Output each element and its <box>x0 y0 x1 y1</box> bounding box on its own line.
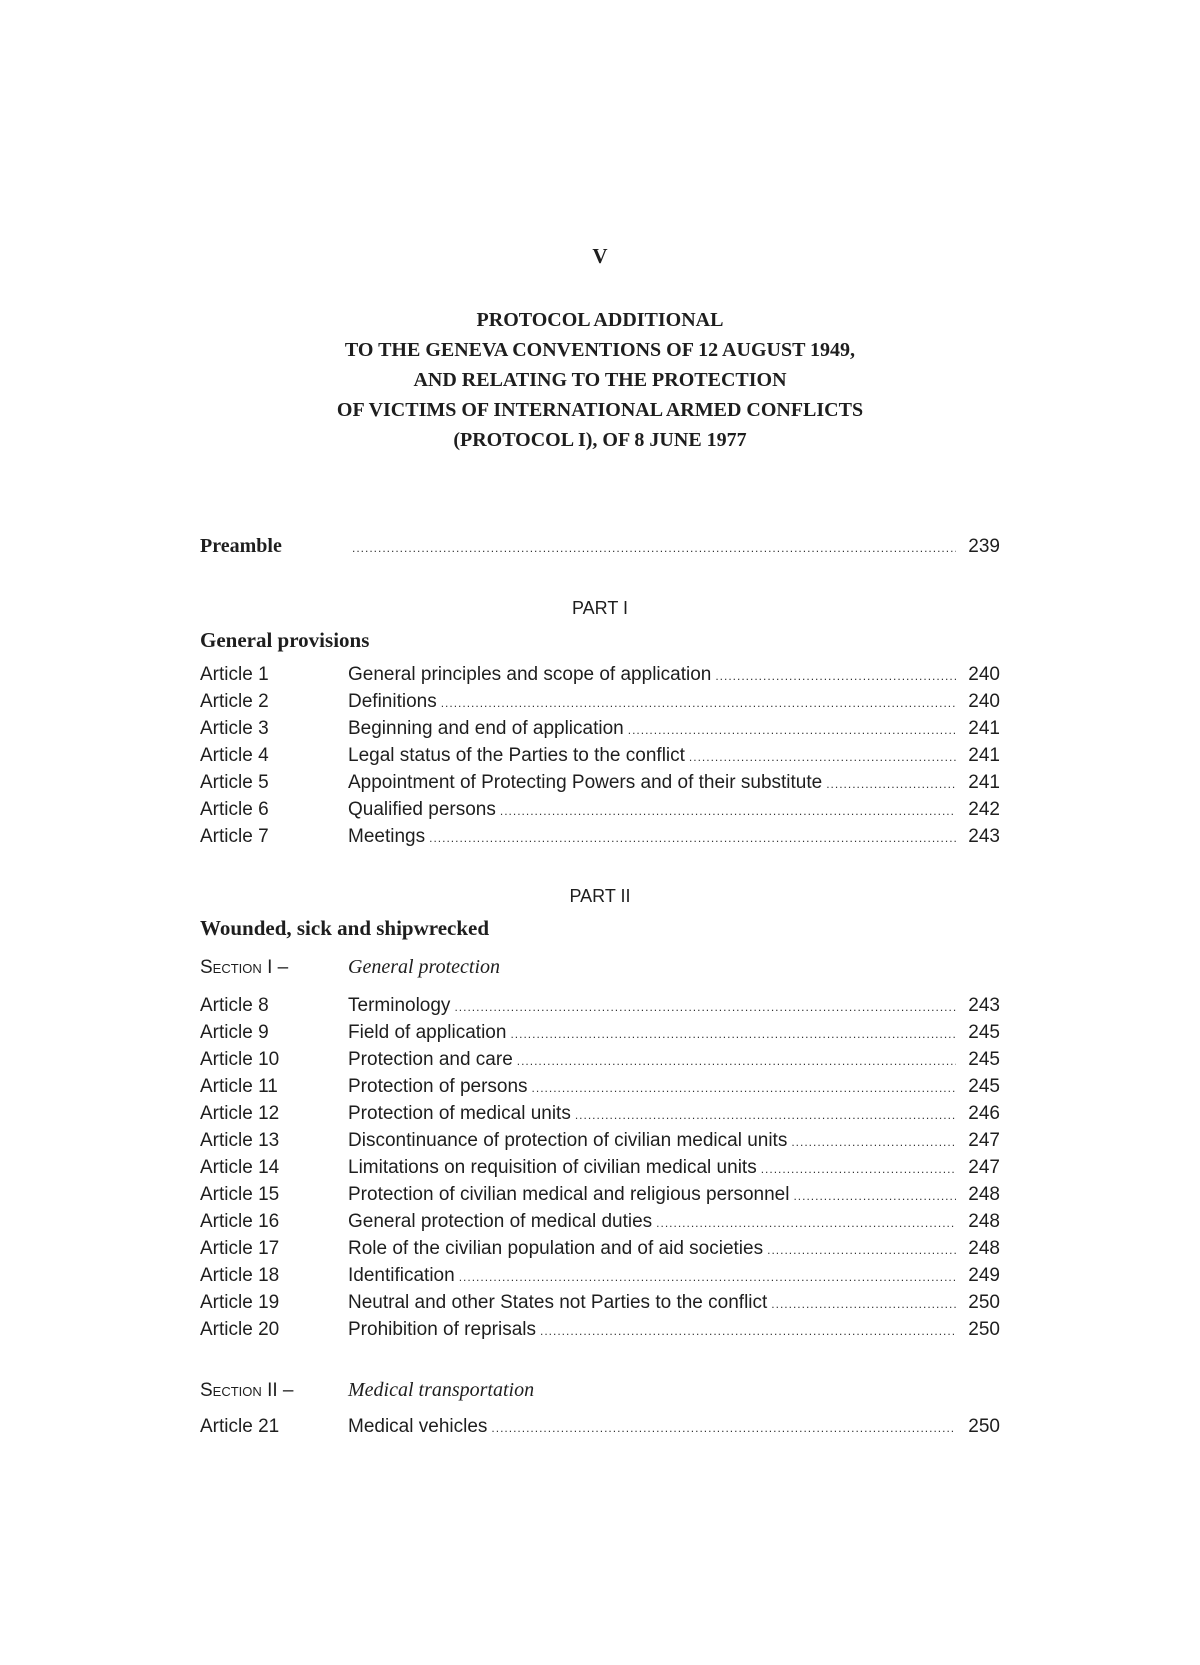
page-number: 247 <box>968 1157 1000 1178</box>
article-title: General protection of medical duties <box>348 1211 653 1232</box>
article-number: Article 5 <box>200 772 269 793</box>
toc-entry[interactable] <box>200 1184 1000 1210</box>
article-number: Article 10 <box>200 1049 280 1070</box>
dot-leader <box>761 1162 956 1176</box>
page-number: 240 <box>968 664 1000 685</box>
article-number: Article 15 <box>200 1184 280 1205</box>
part-1-heading: General provisions <box>200 628 370 652</box>
title-line: (PROTOCOL I), OF 8 JUNE 1977 <box>453 429 747 451</box>
toc-entry-preamble[interactable] <box>200 535 1000 561</box>
article-number: Article 14 <box>200 1157 280 1178</box>
dot-leader <box>441 696 956 710</box>
page-number: 247 <box>968 1130 1000 1151</box>
page-number: 245 <box>968 1022 1000 1043</box>
article-number: Article 16 <box>200 1211 280 1232</box>
article-number: Article 6 <box>200 799 269 820</box>
article-number: Article 1 <box>200 664 269 685</box>
article-title: Definitions <box>348 691 437 712</box>
part-1-label: PART I <box>571 598 629 618</box>
article-title: Legal status of the Parties to the conflict <box>348 745 685 766</box>
page-number: 245 <box>968 1049 1000 1070</box>
page-number: 243 <box>968 995 1000 1016</box>
article-number: Article 9 <box>200 1022 269 1043</box>
toc-entry[interactable] <box>200 1416 1000 1442</box>
dot-leader <box>771 1297 956 1311</box>
dot-leader <box>767 1243 956 1257</box>
dot-leader <box>791 1135 956 1149</box>
toc-entry[interactable] <box>200 772 1000 798</box>
dot-leader <box>517 1054 956 1068</box>
page-number: 241 <box>968 772 1000 793</box>
article-number: Article 4 <box>200 745 269 766</box>
article-title: Role of the civilian population and of aid societies <box>348 1238 764 1259</box>
toc-entry[interactable] <box>200 1265 1000 1291</box>
dot-leader <box>510 1027 956 1041</box>
article-title: Appointment of Protecting Powers and of their substitute <box>348 772 823 793</box>
article-number: Article 20 <box>200 1319 280 1340</box>
article-number: Article 3 <box>200 718 269 739</box>
toc-entry[interactable] <box>200 799 1000 825</box>
title-line: AND RELATING TO THE PROTECTION <box>413 369 787 391</box>
toc-entry[interactable] <box>200 1319 1000 1345</box>
article-title: Meetings <box>348 826 426 847</box>
article-title: Qualified persons <box>348 799 496 820</box>
page-number: 243 <box>968 826 1000 847</box>
toc-entry[interactable] <box>200 691 1000 717</box>
page-number: 249 <box>968 1265 1000 1286</box>
toc-entry[interactable] <box>200 1022 1000 1048</box>
title-line: TO THE GENEVA CONVENTIONS OF 12 AUGUST 1949, <box>344 339 856 361</box>
dot-leader <box>459 1270 956 1284</box>
title-line: PROTOCOL ADDITIONAL <box>476 309 724 331</box>
page-number: 242 <box>968 799 1000 820</box>
page-number: 239 <box>968 536 1000 557</box>
article-title: Neutral and other States not Parties to the conflict <box>348 1292 768 1313</box>
toc-entry[interactable] <box>200 1238 1000 1264</box>
section-1-label: Section I – <box>200 957 289 978</box>
dot-leader <box>715 669 956 683</box>
dot-leader <box>532 1081 956 1095</box>
part-2-heading: Wounded, sick and shipwrecked <box>200 916 490 940</box>
article-number: Article 21 <box>200 1416 280 1437</box>
page-number: 248 <box>968 1238 1000 1259</box>
toc-entry[interactable] <box>200 1103 1000 1129</box>
page-number: 250 <box>968 1319 1000 1340</box>
page-number: 246 <box>968 1103 1000 1124</box>
toc-entry[interactable] <box>200 1049 1000 1075</box>
article-title: General principles and scope of application <box>348 664 712 685</box>
section-2-title: Medical transportation <box>348 1379 535 1401</box>
section-2-header <box>200 1379 1000 1402</box>
article-title: Beginning and end of application <box>348 718 624 739</box>
page-number: 241 <box>968 745 1000 766</box>
article-number: Article 8 <box>200 995 269 1016</box>
toc-entry[interactable] <box>200 1157 1000 1183</box>
dot-leader <box>656 1216 956 1230</box>
page-number: 250 <box>968 1292 1000 1313</box>
document-title <box>0 305 1200 455</box>
page-number: 248 <box>968 1211 1000 1232</box>
article-title: Protection of medical units <box>348 1103 571 1124</box>
dot-leader <box>689 750 956 764</box>
preamble-label: Preamble <box>200 535 282 557</box>
article-number: Article 11 <box>200 1076 278 1097</box>
article-number: Article 17 <box>200 1238 280 1259</box>
page-number: 240 <box>968 691 1000 712</box>
toc-entry[interactable] <box>200 1076 1000 1102</box>
section-1-title: General protection <box>348 956 501 978</box>
toc-entry[interactable] <box>200 745 1000 771</box>
article-number: Article 19 <box>200 1292 280 1313</box>
page-number: 245 <box>968 1076 1000 1097</box>
section-2-label: Section II – <box>200 1380 294 1401</box>
dot-leader <box>793 1189 956 1203</box>
article-title: Terminology <box>348 995 451 1016</box>
dot-leader <box>491 1421 956 1435</box>
dot-leader <box>454 1000 956 1014</box>
article-title: Protection and care <box>348 1049 513 1070</box>
article-number: Article 13 <box>200 1130 280 1151</box>
toc-entry[interactable] <box>200 718 1000 744</box>
article-number: Article 2 <box>200 691 269 712</box>
article-title: Protection of civilian medical and religious personnel <box>348 1184 790 1205</box>
page-number: 248 <box>968 1184 1000 1205</box>
article-title: Medical vehicles <box>348 1416 488 1437</box>
dot-leader <box>540 1324 956 1338</box>
page-number: 241 <box>968 718 1000 739</box>
article-title: Protection of persons <box>348 1076 528 1097</box>
dot-leader <box>429 831 956 845</box>
article-title: Identification <box>348 1265 455 1286</box>
page-number: 250 <box>968 1416 1000 1437</box>
article-title: Discontinuance of protection of civilian medical units <box>348 1130 788 1151</box>
toc-entry[interactable] <box>200 664 1000 690</box>
article-title: Limitations on requisition of civilian medical units <box>348 1157 757 1178</box>
toc-entry[interactable] <box>200 1130 1000 1156</box>
article-number: Article 12 <box>200 1103 280 1124</box>
section-1-header <box>200 956 1000 979</box>
article-number: Article 18 <box>200 1265 280 1286</box>
article-title: Prohibition of reprisals <box>348 1319 536 1340</box>
chapter-number: V <box>592 244 608 268</box>
dot-leader <box>500 804 956 818</box>
toc-entry[interactable] <box>200 826 1000 852</box>
dot-leader <box>628 723 956 737</box>
article-number: Article 7 <box>200 826 269 847</box>
dot-leader <box>352 541 956 555</box>
toc-entry[interactable] <box>200 995 1000 1021</box>
dot-leader <box>575 1108 956 1122</box>
toc-entry[interactable] <box>200 1211 1000 1237</box>
title-line: OF VICTIMS OF INTERNATIONAL ARMED CONFLICTS <box>336 399 864 421</box>
article-title: Field of application <box>348 1022 507 1043</box>
part-2-label: PART II <box>569 886 631 906</box>
dot-leader <box>826 777 956 791</box>
toc-entry[interactable] <box>200 1292 1000 1318</box>
